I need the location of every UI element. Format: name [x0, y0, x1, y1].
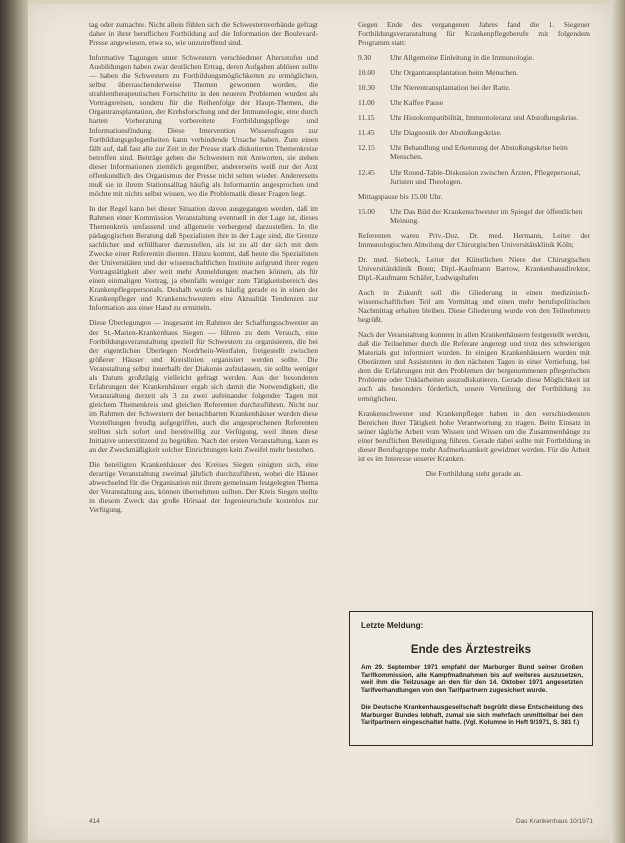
right-paragraph-1: Auch in Zukunft soll die Gliederung in einen medizinisch-wissenschaftlichen Teil am Vormittag und einen mehr berufspolitischen Nachmittag erhalten bleiben. Diese Gliederung wurde von den Teilnehmern begrüßt.: [358, 287, 590, 325]
left-paragraph-1: tag oder zumachte. Nicht allein fühlen sich die Schwesternverbände gefragt daher in ihrer beruflichen Fortbildung auf die Information der Boulevard-Presse angewiesen, etwa so, wie unzutreffend sind.: [89, 20, 318, 48]
program-topic: Uhr Diagnostik der Abstoßungskrise.: [390, 128, 502, 138]
program-item: [358, 98, 590, 107]
right-paragraph-3: Krankenschwester und Krankenpfleger haben in den verschiedensten Bereichen ihrer Tätigkeit hohe Verantwortung zu tragen. Beim Einsatz in seiner tägliche Arbeit vom Wissen und Wissen um die Zusammenhänge zu einer beruflichen Beteiligung führen. Gerade dabei sollte mit Fortbildung in dieser Berufsgruppe mehr Aufmerksamkeit gewidmet werden. Für die Arbeit ist es im Interesse unserer Kranken.: [358, 408, 590, 463]
program-topic: Uhr Organtransplantation beim Menschen.: [390, 68, 519, 78]
program-time: 10.30: [358, 83, 375, 93]
program-item: [358, 83, 590, 92]
lunch-break: Mittagspause bis 15.00 Uhr.: [358, 191, 443, 201]
program-topic: Uhr Nierentransplantation bei der Ratte.: [390, 83, 511, 93]
program-time: 15.00: [358, 206, 375, 216]
program-topic: Uhr Kaffee Pause: [390, 98, 444, 108]
left-paragraph-4: Diese Überlegungen — insgesamt im Rahmen der Schaffungsschwester an der St.-Marien-Krankenhaus Siegen — führen zu dem Versuch, eine Fortbildungsveranstaltung speziell für Schwestern zu organisieren, die bei der eigentlichen Überlegen Nordrhein-Westfalen, freigestellt zwischen größerer Häuser und Kreislinien organisiert werden sollte. Die Veranstaltung selbst innerhalb der Diakonie aufzulassen, sie sollte weniger als Datum großzügig vielleicht gefragt werden. Aus der besonderen Erfahrungen der Krankenhäuser ergab sich damit die Notwendigkeit, die Veranstaltung derzeit als 3 zu zwei aufeinander folgender Tagen mit gleichem Themenkreis und gleichen Referenten durchzuführen. Nicht nur im Rahmen der Schwestern der benachbarten Krankenhäuser wurden diese Vorstellungen freudig aufgegriffen, auch die angesprochenen Referenten stellten sich sofort und bereitwillig zur Verfügung, weil ihnen diese Initiative unterstützend zu begrüßen. Nach der ersten Veranstaltung, kann es an der Zweckmäßigkeit solcher Einrichtungen kein Zweifel mehr bestehen.: [89, 318, 318, 455]
program-item: [358, 168, 590, 186]
program-item: [358, 143, 590, 161]
left-text-column: [89, 20, 318, 520]
program-time: 11.45: [358, 128, 375, 138]
news-box: [349, 611, 593, 746]
speakers-paragraph-1: Referenten waren Priv.-Doz. Dr. med. Hermann, Leiter der Immunologischen Abteilung der Chirurgischen Universitätsklinik Köln;: [358, 230, 590, 249]
program-topic: Uhr Histokompatibilität, Immuntoleranz und Abstoßungskrise.: [390, 113, 579, 123]
book-binding-shadow: [0, 0, 28, 843]
news-paragraph-2: Die Deutsche Krankenhausgesellschaft begrüßt diese Entscheidung des Marburger Bundes lebhaft, zumal sie sich mehrfach unmittelbar bei den Tarifpartnern eingeschaltet hatte. (Vgl. Kolumne in Heft 9/1971, S. 381 f.): [361, 704, 583, 727]
left-paragraph-3: In der Regel kann bei dieser Situation davon ausgegangen werden, daß im Rahmen einer Kommission Veranstaltung eventuell in der Lage ist, dieses Themenkreis umfassend und allgemein verbergend darzustellen. In die pädagogischen Beratung daß Spezialisten ihre in der Lage sind, die Grenze sachlicher und erfüllbarer darzustellen, als ist zu all der sich mit dem Zwecke einer Referentin dienten. Hinzu kommt, daß heute die Spezialisten der Universitäten und der wissenschaftlichen Institute aufgrund ihrer regen Vortragstätigkeit aber weit mehr Anmeldungen machen können, als für einen einmaligen Vortrag, ja ebenfalls weniger zum Tätigkeitsbereich des Krankenpflegepersonals. Deshalb wurde es häufig gerade es in einen der Krankenpfleger und Krankenschwestern eine Aktualität Tendenzen zur Information aus einer Hand zu ermitteln.: [89, 203, 318, 313]
program-topic: Uhr Allgemeine Einleitung in die Immunologie.: [390, 53, 535, 63]
program-topic: Uhr Das Bild der Krankenschwester im Spiegel der öffentlichen Meinung.: [390, 206, 583, 225]
program-time: 11.00: [358, 98, 375, 108]
right-paragraph-2: Nach der Veranstaltung konnten in allen Krankenhäusern festgestellt werden, daß die Teilnehmer durch die Referate angeregt und trotz des schwierigen Materials gut informiert wurden. In einigen Krankenhäusern wurden mit Oberärzten und Assistenten in den nächsten Tagen in einer Vertiefung, bei dem die Erfahrungen mit den Problemen der bergenommenen pflegerischen Probleme oder Unklarheiten auszudiskutieren. Gerade diese Möglichkeit ist auch als besonders förderlich, unsere Verteilung der Fortbildung zu ermöglichen.: [358, 330, 590, 403]
program-list: [358, 53, 590, 185]
program-item: [358, 53, 590, 62]
program-topic: Uhr Round-Table-Diskussion zwischen Ärzten, Pflegepersonal, Juristen und Theologen.: [390, 167, 581, 186]
left-paragraph-2: Informative Tagungen unter Schwestern verschiedener Altersstufen und Ausbildungen haben zwar deutlichen Ertrag, deren Aufgaben ablösen sollte — haben die Schwestern zu Fortbildungsmöglichkeiten zu ermöglichen, selbst überraschenderweise Themen gewonnen worden, die strahlentherapeutischen Fortschritte in den neueren Problemen wurden als Vortragsreisen, sondern für die Reihenfolge der Haupt-Themen, die Organtransplantation, der Krebsforschung und der Immunologie, eine durch harten Vorberatung vorbereitete Fortbildungspflege und Informationsfindung. Diese Intervention Wissensfragen zur Fortbildungsgelegenheiten kann verbindende Ursache haben. Zum einen fällt auf, daß fast alle zur Zeit in der Presse stark diskutierten Themenkreise betroffen sind. Beiträge geben die Schwestern mit Antworten, sie stehen dieser Informationen ziemlich gegenüber, andererseits weiß nur der Arzt offenkundlich des Organismus der Presse nicht selten wieder. Andererseits muß sie in ihrem Stationsalltag häufig als Informantin angesprochen und möchte mit nichts selbst wissen, wo die Problematik dieser Fragen liegt.: [89, 53, 318, 198]
journal-footer: Das Krankenhaus 10/1971: [516, 818, 593, 825]
closing-line: Die Fortbildung steht gerade an.: [425, 468, 523, 478]
news-title: Ende des Ärztestreiks: [410, 644, 532, 656]
program-time: 12.15: [358, 143, 375, 153]
program-time: 12.45: [358, 167, 375, 177]
program-time: 11.15: [358, 113, 375, 123]
news-label: Letzte Meldung:: [361, 621, 424, 630]
news-paragraph-1: Am 29. September 1971 empfahl der Marburger Bund seiner Großen Tarifkommission, alle Kampfmaßnahmen bis auf weiteres auszusetzen, weil ihm die Teilzusage an den für den 14. Oktober 1971 angesetzten Tarifverhandlungen von den Tarifpartnern zugesichert wurde.: [361, 664, 583, 694]
program-item: [358, 128, 590, 137]
program-intro: Gegen Ende des vergangenen Jahres fand die 1. Siegener Fortbildungsveranstaltung für Krankenpflegeberufe mit folgendem Programm statt:: [358, 20, 590, 48]
speakers-paragraph-2: Dr. med. Siebeck, Leiter der Künstlichen Niere der Chirurgischen Universitätsklinik Bonn; Dipl.-Kaufmann Barrow, Krankenhausdirektor, Dipl.-Kaufmann Schäfer, Ludwigshafen: [358, 254, 590, 282]
page-edge: [610, 0, 625, 843]
program-item: [358, 68, 590, 77]
afternoon-item: [358, 207, 590, 225]
program-time: 10.00: [358, 68, 375, 78]
program-time: 9.30: [358, 53, 372, 63]
page-number: 414: [89, 818, 100, 825]
right-text-column: [358, 20, 590, 478]
program-item: [358, 113, 590, 122]
left-paragraph-5: Die beteiligten Krankenhäuser des Kreises Siegen einigten sich, eine derartige Veranstaltung zweimal jährlich durchzuführen, wobei die Häuser abwechselnd für die Organisation mit ihrem gemeinsam festgelegten Thema der Veranstaltung aus, können übernehmen sollten. Der Kreis Siegen stellte in diesem Zweck das große Hörsaal der Ingenieurschule kostenlos zur Verfügung.: [89, 460, 318, 515]
program-topic: Uhr Behandlung und Erkennung der Abstoßungskrise beim Menschen.: [390, 143, 568, 162]
